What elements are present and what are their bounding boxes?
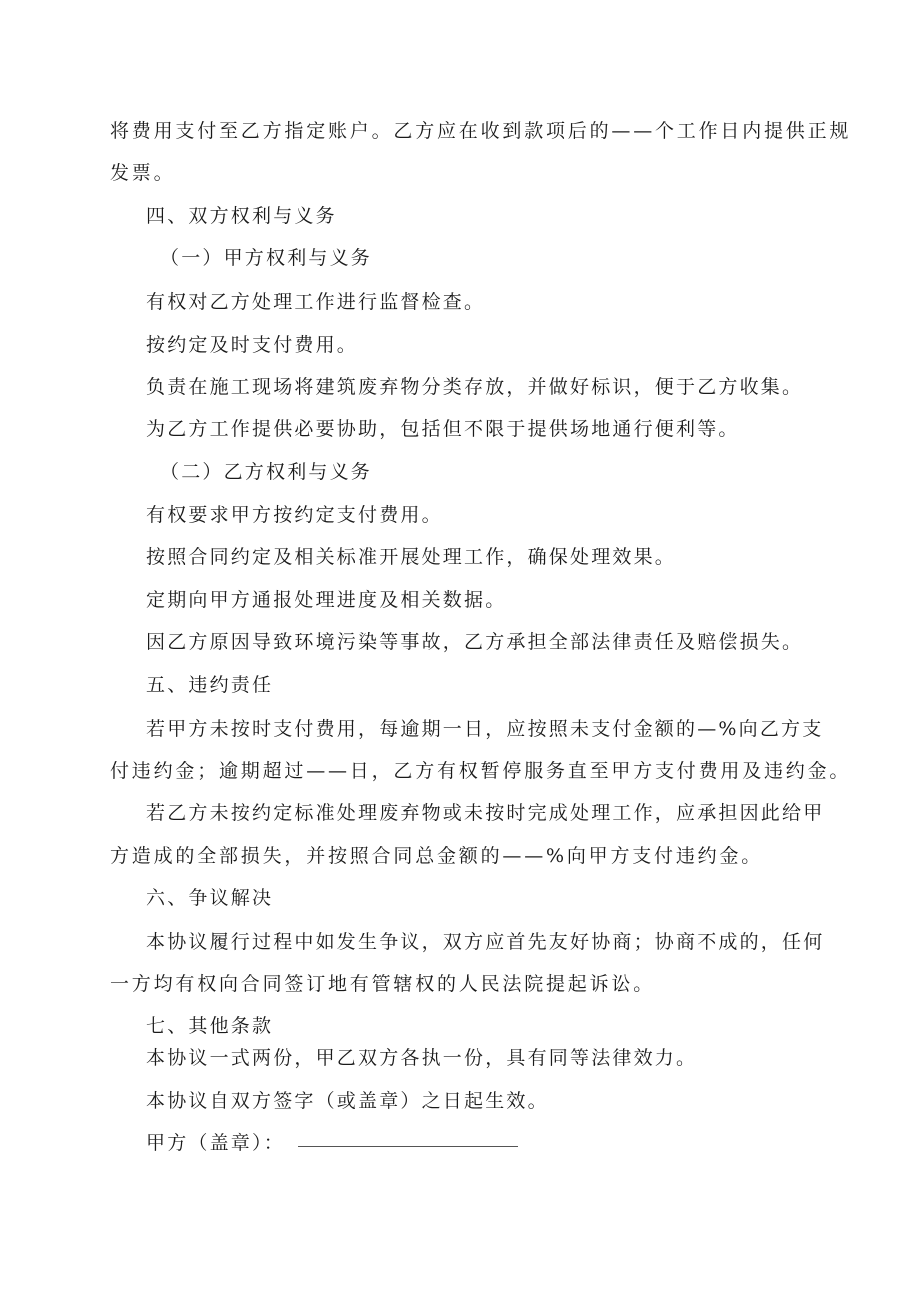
body-line: 若乙方未按约定标准处理废弃物或未按时完成处理工作，应承担因此给甲 — [146, 802, 825, 824]
clause-line: 有权要求甲方按约定支付费用。 — [146, 504, 443, 526]
body-line: 方造成的全部损失，并按照合同总金额的——%向甲方支付违约金。 — [110, 845, 764, 867]
clause-line: 因乙方原因导致环境污染等事故，乙方承担全部法律责任及赔偿损失。 — [146, 631, 804, 653]
section-heading: 六、争议解决 — [146, 887, 274, 909]
clause-line: 负责在施工现场将建筑废弃物分类存放，并做好标识，便于乙方收集。 — [146, 376, 804, 398]
clause-line: 定期向甲方通报处理进度及相关数据。 — [146, 589, 507, 611]
body-line: 一方均有权向合同签订地有管辖权的人民法院提起诉讼。 — [110, 973, 656, 995]
clause-line: 本协议一式两份，甲乙双方各执一份，具有同等法律效力。 — [146, 1047, 698, 1069]
body-line: 付违约金；逾期超过——日，乙方有权暂停服务直至甲方支付费用及违约金。 — [110, 760, 852, 782]
party-a-seal-label: 甲方（盖章）： — [146, 1132, 285, 1154]
body-line: 若甲方未按时支付费用，每逾期一日，应按照未支付金额的—%向乙方支 — [146, 718, 824, 740]
party-a-signature-line — [298, 1146, 518, 1147]
body-line: 本协议履行过程中如发生争议，双方应首先友好协商；协商不成的，任何 — [146, 931, 825, 953]
subsection-heading: （一）甲方权利与义务 — [160, 247, 373, 269]
section-heading: 五、违约责任 — [146, 674, 274, 696]
section-heading: 四、双方权利与义务 — [146, 205, 337, 227]
clause-line: 有权对乙方处理工作进行监督检查。 — [146, 291, 486, 313]
clause-line: 为乙方工作提供必要协助，包括但不限于提供场地通行便利等。 — [146, 418, 740, 440]
clause-line: 本协议自双方签字（或盖章）之日起生效。 — [146, 1090, 549, 1112]
clause-line: 按照合同约定及相关标准开展处理工作，确保处理效果。 — [146, 546, 677, 568]
clause-line: 按约定及时支付费用。 — [146, 334, 359, 356]
subsection-heading: （二）乙方权利与义务 — [160, 461, 373, 483]
body-line: 将费用支付至乙方指定账户。乙方应在收到款项后的——个工作日内提供正规 — [110, 120, 852, 142]
section-heading: 七、其他条款 — [146, 1015, 274, 1037]
body-line: 发票。 — [110, 162, 176, 184]
